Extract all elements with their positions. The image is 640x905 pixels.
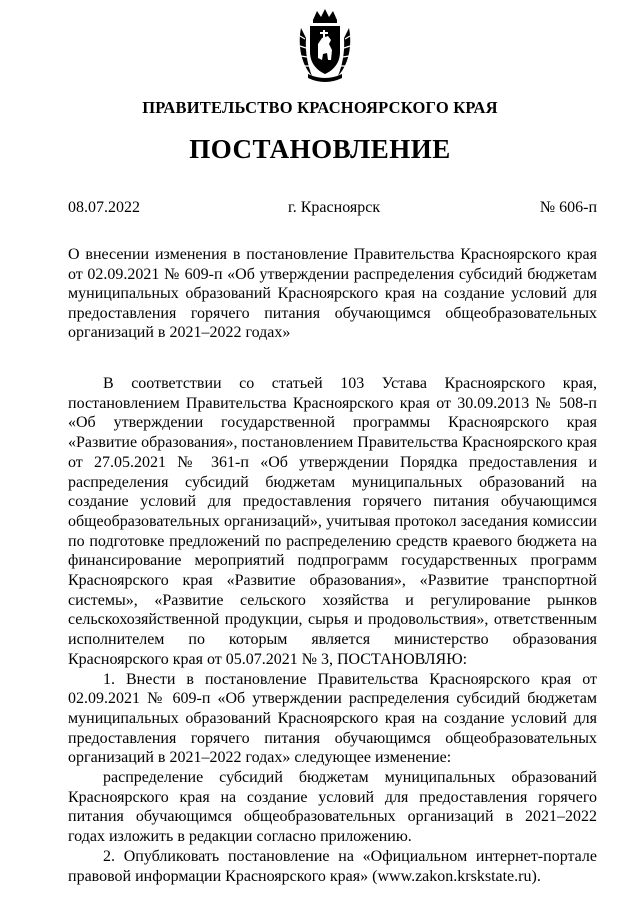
document-type-title: ПОСТАНОВЛЕНИЕ [189,134,451,164]
body-paragraph: В соответствии со статьей 103 Устава Красноярского края, постановлением Правительства Красноярского края от 30.09.2013 № 508-п «Об утверждении государственной программы Красноярского края «Развитие образования», постановлением Правительства Красноярского края от 27.05.2021 № 361-п «Об утверждении Порядка предоставления и распределения субсидий бюджетам муниципальных образований на создание условий для предоставления горячего питания обучающимся общеобразовательных организаций», учитывая протокол заседания комиссии по подготовке предложений по распределению средств краевого бюджета на финансирование мероприятий подпрограмм государственных программ Красноярского края «Развитие образования», «Развитие транспортной системы», «Развитие сельского хозяйства и регулирование рынков сельскохозяйственной продукции, сырья и продовольствия», ответственным исполнителем по которым является министерство образования Красноярского края от 05.07.2021 № 3, ПОСТАНОВЛЯЮ: [68,375,597,668]
organization-name: ПРАВИТЕЛЬСТВО КРАСНОЯРСКОГО КРАЯ [142,98,498,117]
body-paragraph: распределение субсидий бюджетам муниципальных образований Красноярского края на создание условий для предоставления горячего питания обучающимся общеобразовательных организаций в 2021–2022 годах изложить в редакции согласно приложению. [68,769,597,846]
document-subject: О внесении изменения в постановление Правительства Красноярского края от 02.09.2021 № 609-п «Об утверждении распределения субсидий бюджетам муниципальных образований Красноярского края на создание условий для предоставления горячего питания обучающимся общеобразовательных организаций в 2021–2022 годах» [68,246,597,342]
document-city: г. Красноярск [288,199,381,216]
document-body [68,374,597,886]
coat-of-arms-icon [298,8,352,82]
document-meta [68,199,597,221]
document-number: № 606-п [539,199,597,216]
body-paragraph: 1. Внести в постановление Правительства Красноярского края от 02.09.2021 № 609-п «Об утверждении распределения субсидий бюджетам муниципальных образований Красноярского края на создание условий для предоставления горячего питания обучающимся общеобразовательных организаций в 2021–2022 годах» следующее изменение: [68,670,597,767]
document-date: 08.07.2022 [68,199,140,216]
body-paragraph: 2. Опубликовать постановление на «Официальном интернет-портале правовой информации Красноярского края» (www.zakon.krskstate.ru). [68,847,597,885]
